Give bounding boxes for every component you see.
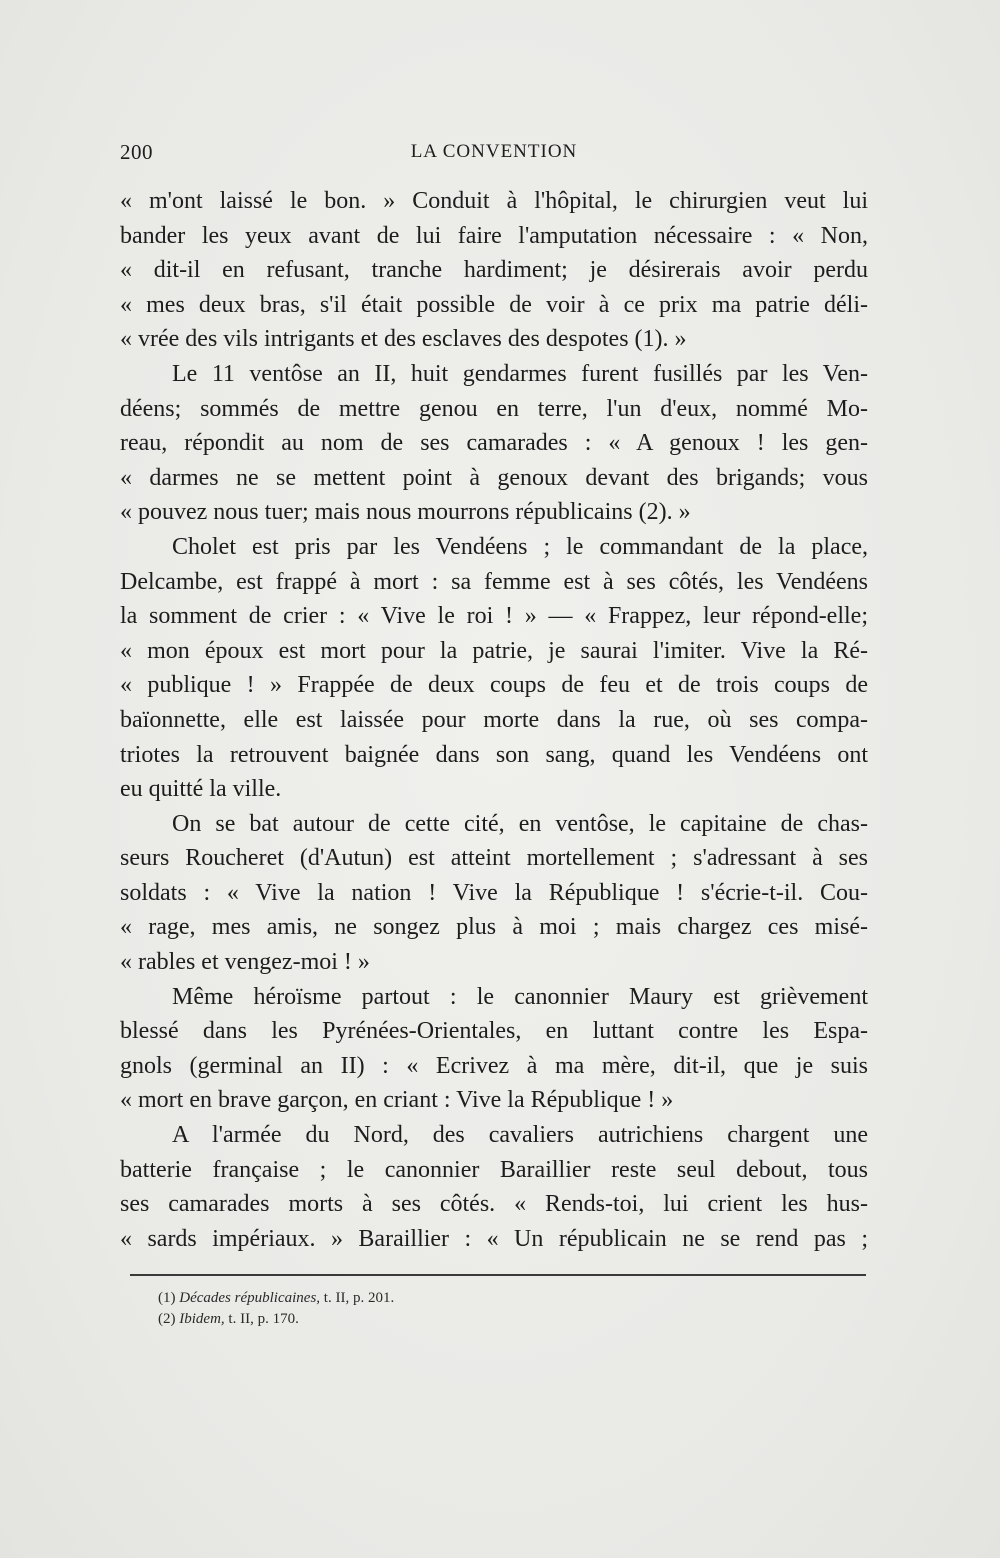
text-line: triotes la retrouvent baignée dans son sang, quand les Vendéens ont [120,741,868,768]
text-line: Delcambe, est frappé à mort : sa femme est à ses côtés, les Vendéens [120,568,868,595]
page-header [120,140,868,170]
text-line: « mes deux bras, s'il était possible de voir à ce prix ma patrie déli- [120,291,868,318]
text-line: « mon époux est mort pour la patrie, je saurai l'imiter. Vive la Ré- [120,637,868,664]
text-line: Cholet est pris par les Vendéens ; le commandant de la place, [172,533,868,560]
text-line: seurs Roucheret (d'Autun) est atteint mortellement ; s'adressant à ses [120,845,868,872]
footnote-reference: t. II, p. 170. [228,1311,299,1327]
text-line: « pouvez nous tuer; mais nous mourrons républicains (2). » [120,499,691,526]
footnote-1 [158,1288,658,1309]
text-line: la somment de crier : « Vive le roi ! » — « Frappez, leur répond-elle; [120,603,868,630]
text-line: « m'ont laissé le bon. » Conduit à l'hôpital, le chirurgien veut lui [120,188,868,214]
text-line: gnols (germinal an II) : « Ecrivez à ma mère, dit-il, que je suis [120,1052,868,1079]
text-line: soldats : « Vive la nation ! Vive la République ! s'écrie-t-il. Cou- [120,879,868,906]
footnote-reference: t. II, p. 201. [323,1290,395,1306]
text-line: ses camarades morts à ses côtés. « Rends-toi, lui crient les hus- [120,1191,868,1218]
body-text [120,184,868,1256]
footnote-marker: (2) [158,1311,176,1327]
footnote-marker: (1) [158,1290,176,1306]
text-line: On se bat autour de cette cité, en ventôse, le capitaine de chas- [172,810,868,837]
page-number: 200 [120,140,153,164]
text-line: A l'armée du Nord, des cavaliers autrichiens chargent une [172,1122,868,1149]
text-line: « dit-il en refusant, tranche hardiment; je désirerais avoir perdu [120,257,868,284]
text-line: « vrée des vils intrigants et des esclaves des despotes (1). » [120,326,687,353]
text-line: déens; sommés de mettre genou en terre, l'un d'eux, nommé Mo- [120,395,868,422]
text-line: eu quitté la ville. [120,776,282,803]
text-line: batterie française ; le canonnier Baraillier reste seul debout, tous [120,1156,868,1183]
text-line: « rage, mes amis, ne songez plus à moi ; mais chargez ces misé- [120,914,868,941]
running-title: LA CONVENTION [410,141,578,162]
text-line: blessé dans les Pyrénées-Orientales, en luttant contre les Espa- [120,1018,868,1045]
text-line: « mort en brave garçon, en criant : Vive la République ! » [120,1087,674,1114]
footnote-2 [158,1309,658,1330]
text-line: « rables et vengez-moi ! » [120,949,370,976]
footnote-source-title: Décades républicaines, [179,1290,321,1306]
text-line: bander les yeux avant de lui faire l'amputation nécessaire : « Non, [120,222,868,249]
text-line: « sards impériaux. » Baraillier : « Un républicain ne se rend pas ; [120,1225,868,1252]
text-line: « darmes ne se mettent point à genoux devant des brigands; vous [120,464,868,491]
text-line: Même héroïsme partout : le canonnier Maury est grièvement [172,983,868,1010]
text-line: Le 11 ventôse an II, huit gendarmes furent fusillés par les Ven- [172,360,868,387]
footnote-divider [130,1274,866,1276]
text-line: baïonnette, elle est laissée pour morte dans la rue, où ses compa- [120,706,868,733]
footnote-source-title: Ibidem, [179,1311,225,1327]
text-line: « publique ! » Frappée de deux coups de feu et de trois coups de [120,672,868,699]
footnotes [158,1288,658,1330]
text-line: reau, répondit au nom de ses camarades : « A genoux ! les gen- [120,430,868,457]
